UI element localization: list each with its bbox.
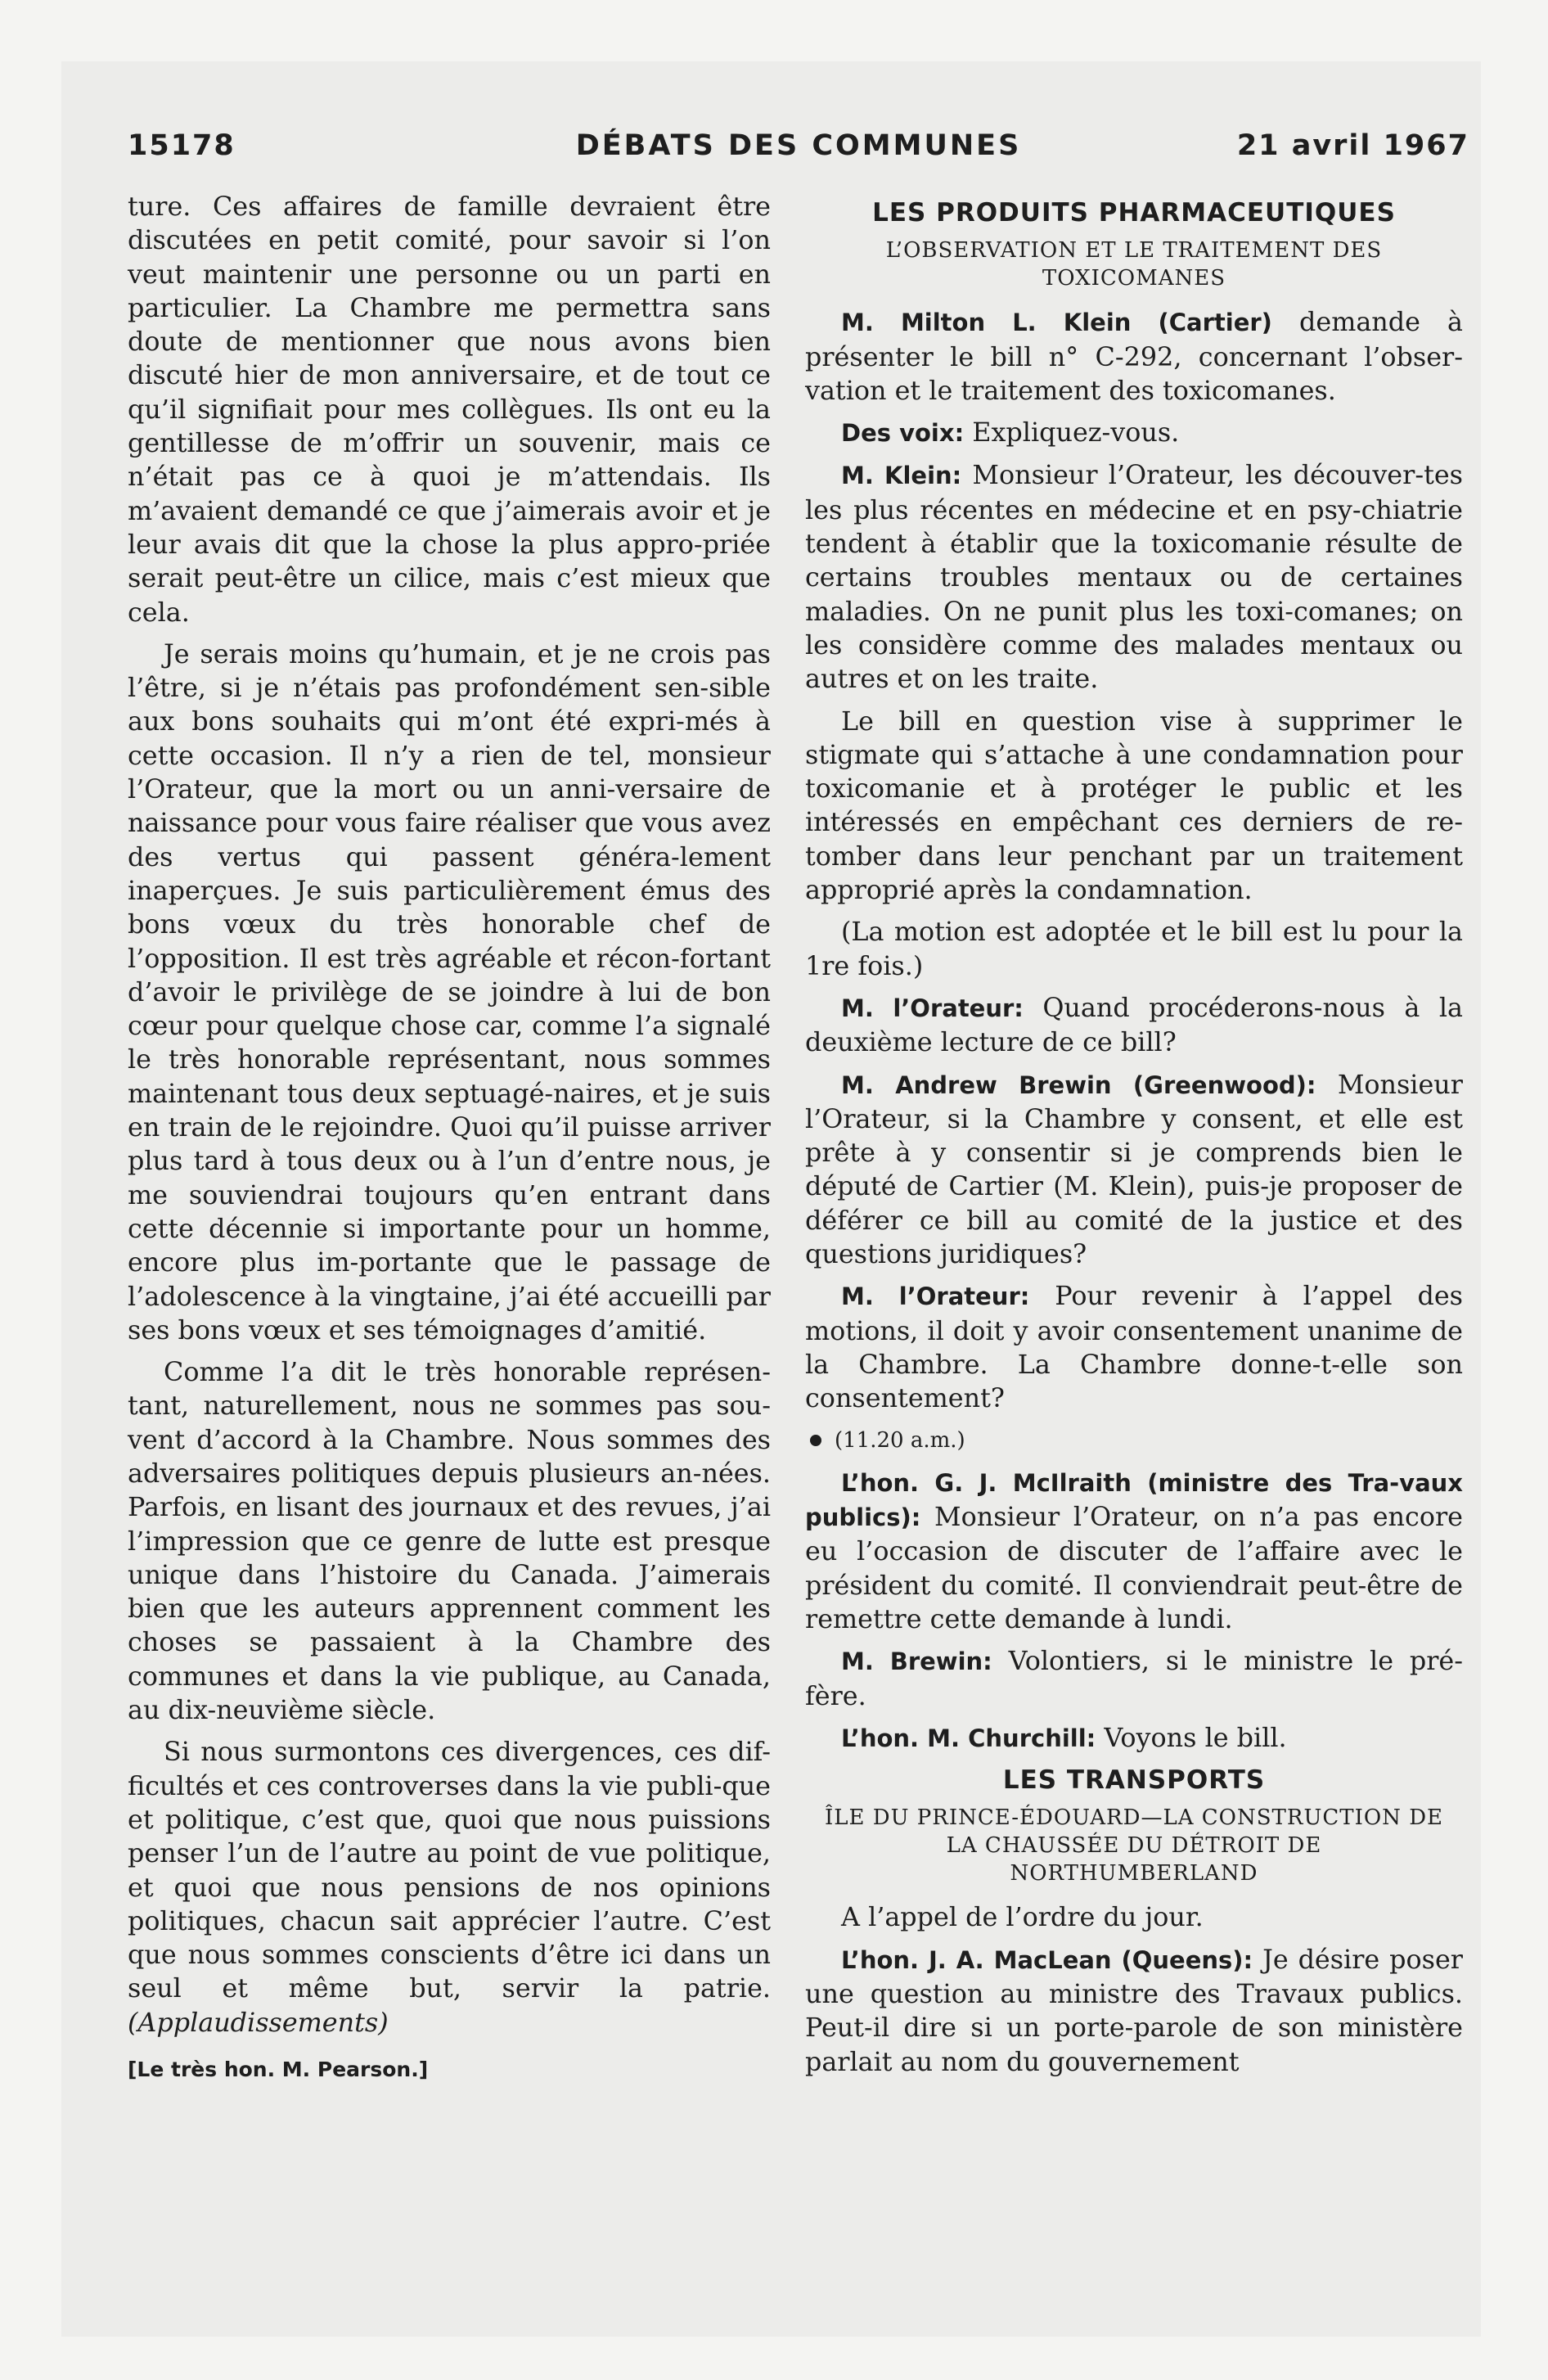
paragraph: Le bill en question vise à supprimer le stigmate qui s’attache à une condamnation pour toxicomanie et à protéger le public et les intéressés en empêchant ces derniers de re-tomber dans leur penchant par un traitement approprié après la condamnation.: [805, 705, 1463, 906]
speaker-name: M. Brewin:: [841, 1648, 992, 1676]
speaker-name: L’hon. M. Churchill:: [841, 1724, 1096, 1752]
section-heading: LES PRODUITS PHARMACEUTIQUES: [872, 198, 1396, 228]
paragraph: [805, 1068, 1463, 1272]
speech-text: Voyons le bill.: [1096, 1722, 1287, 1753]
paragraph: [805, 416, 1463, 450]
paragraph-text: Si nous surmontons ces divergences, ces dif-ficultés et ces controverses dans la vie publi-que et politique, c’est que, quoi que nous puissions penser l’un de l’autre au point de vue politique, et quoi que nous pensions de nos opinions politiques, chacun sait apprécier l’autre. C’est que nous sommes conscients d’être ici dans un seul et même but, servir la patrie.: [128, 1737, 771, 2004]
publication-title: DÉBATS DES COMMUNES: [575, 129, 1022, 162]
right-column: [805, 190, 1463, 2087]
speech-text: Pour revenir à l’appel des motions, il doit y avoir consentement unanime de la Chambre. La Chambre donne-t-elle son consentement?: [805, 1281, 1463, 1414]
left-column: [128, 190, 771, 2094]
paragraph: [805, 305, 1463, 408]
speaker-name: M. Andrew Brewin (Greenwood):: [841, 1071, 1316, 1099]
speech-text: Monsieur l’Orateur, on n’a pas encore eu l’occasion de discuter de l’affaire avec le président du comité. Il conviendrait peut-être de remettre cette demande à lundi.: [805, 1502, 1463, 1634]
paragraph: [805, 458, 1463, 696]
speech-text: demande à présenter le bill n° C-292, concernant l’obser-vation et le traitement des toxicomanes.: [805, 307, 1463, 406]
speech-text: Monsieur l’Orateur, si la Chambre y consent, et elle est prête à y consentir si je comprends bien le député de Cartier (M. Klein), puis-je proposer de déférer ce bill au comité de la justice et des questions juridiques?: [805, 1069, 1463, 1270]
bullet-icon: [810, 1435, 821, 1446]
paragraph: Comme l’a dit le très honorable représen-tant, naturellement, nous ne sommes pas sou-vent d’accord à la Chambre. Nous sommes des adversaires politiques depuis plusieurs an-nées. Parfois, en lisant des journaux et des revues, j’ai l’impression que ce genre de lutte est presque unique dans l’histoire du Canada. J’aimerais bien que les auteurs apprennent comment les choses se passaient à la Chambre des communes et dans la vie publique, au Canada, au dix-neuvième siècle.: [128, 1357, 771, 1726]
section-subheading: ÎLE DU PRINCE-ÉDOUARD—LA CONSTRUCTION DE LA CHAUSSÉE DU DÉTROIT DE NORTHUMBERLAND: [824, 1805, 1444, 1886]
speaker-name: M. Milton L. Klein (Cartier): [841, 309, 1272, 337]
speech-text: Volontiers, si le ministre le pré-fère.: [805, 1646, 1463, 1711]
section-heading: LES TRANSPORTS: [1002, 1765, 1266, 1796]
paragraph: [805, 1644, 1463, 1713]
paragraph: [805, 1279, 1463, 1415]
paragraph: ture. Ces affaires de famille devraient être discutées en petit comité, pour savoir si l’on veut maintenir une personne ou un parti en particulier. La Chambre me permettra sans doute de mentionner que nous avons bien discuté hier de mon anniversaire, et de tout ce qu’il signifiait pour mes collègues. Ils ont eu la gentillesse de m’offrir un souvenir, mais ce n’était pas ce à quoi je m’attendais. Ils m’avaient demandé ce que j’aimerais avoir et je leur avais dit que la chose la plus appro-priée serait peut-être un cilice, mais c’est mieux que cela.: [128, 192, 771, 628]
speech-text: Monsieur l’Orateur, les découver-tes les plus récentes en médecine et en psy-chiatrie tendent à établir que la toxicomanie résulte de certains troubles mentaux ou de certaines maladies. On ne punit plus les toxi-comanes; on les considère comme des malades mentaux ou autres et on les traite.: [805, 460, 1463, 695]
time-text: (11.20 a.m.): [835, 1427, 965, 1453]
speech-text: Expliquez-vous.: [964, 417, 1180, 449]
paragraph: A l’appel de l’ordre du jour.: [841, 1902, 1204, 1933]
paragraph: [805, 1466, 1463, 1636]
speech-text: Quand procéderons-nous à la deuxième lecture de ce bill?: [805, 992, 1463, 1058]
page-date: 21 avril 1967: [1236, 129, 1469, 162]
speaker-name: L’hon. J. A. MacLean (Queens):: [841, 1945, 1253, 1974]
section-subheading: L’OBSERVATION ET LE TRAITEMENT DES TOXICOMANES: [885, 238, 1383, 291]
speech-text: Je désire poser une question au ministre des Travaux publics. Peut-il dire si un porte-parole de son ministère parlait au nom du gouvernement: [805, 1944, 1464, 2077]
speaker-name: Des voix:: [841, 419, 965, 448]
speaker-reference: [Le très hon. M. Pearson.]: [128, 2058, 429, 2082]
speaker-name: M. l’Orateur:: [841, 1282, 1030, 1311]
page-number: 15178: [128, 129, 236, 162]
time-stamp: [805, 1424, 1463, 1458]
speaker-name: M. Klein:: [841, 462, 962, 490]
applause-note: (Applaudissements): [128, 2007, 389, 2038]
paragraph: [805, 991, 1463, 1060]
speaker-name: L’hon. G. J. McIlraith (ministre des Tra-vaux publics):: [805, 1468, 1463, 1532]
paragraph: [805, 1721, 1463, 1756]
paragraph: Je serais moins qu’humain, et je ne crois pas l’être, si je n’étais pas profondément sen-sible aux bons souhaits qui m’ont été expri-més à cette occasion. Il n’y a rien de tel, monsieur l’Orateur, que la mort ou un anni-versaire de naissance pour vous faire réaliser que vous avez des vertus qui passent généra-lement inaperçues. Je suis particulièrement émus des bons vœux du très honorable chef de l’opposition. Il est très agréable et récon-fortant d’avoir le privilège de se joindre à lui de bon cœur pour quelque chose car, comme l’a signalé le très honorable représentant, nous sommes maintenant tous deux septuagé-naires, et je suis en train de le rejoindre. Quoi qu’il puisse arriver plus tard à tous deux ou à l’un d’entre nous, je me souviendrai toujours qu’en entrant dans cette décennie si importante pour un homme, encore plus im-portante que le passage de l’adolescence à la vingtaine, j’ai été accueilli par ses bons vœux et ses témoignages d’amitié.: [128, 638, 771, 1346]
paragraph: [128, 1735, 771, 2040]
page-header: [128, 129, 1469, 170]
speaker-name: M. l’Orateur:: [841, 994, 1024, 1022]
paragraph: [805, 1943, 1463, 2079]
procedural-note: (La motion est adoptée et le bill est lu pour la 1re fois.): [805, 917, 1463, 981]
